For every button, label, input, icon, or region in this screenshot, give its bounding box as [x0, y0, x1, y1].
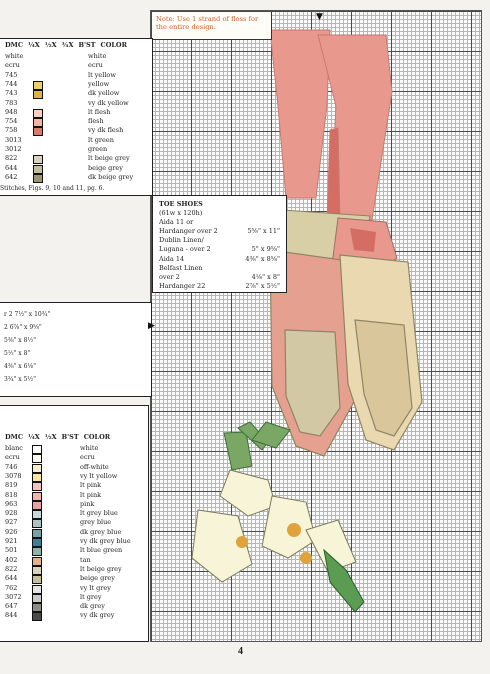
- bottom-legend-row: [0, 565, 148, 574]
- bottom-legend-row: [0, 537, 148, 546]
- bottom-legend-row: [0, 453, 148, 462]
- top-legend-color-name: lt beige grey: [88, 154, 130, 163]
- top-legend-dmc: 948: [5, 107, 18, 116]
- left-size-rows: [4, 310, 147, 388]
- top-legend-dmc: 3012: [5, 145, 22, 154]
- top-legend-row: [0, 61, 152, 70]
- bottom-legend-dmc: 501: [5, 546, 18, 555]
- bottom-legend-color-name: dk grey blue: [80, 527, 122, 536]
- bottom-legend-row: [0, 472, 148, 481]
- left-shoe-ribbon: [270, 30, 392, 222]
- bottom-legend-dmc: 927: [5, 518, 18, 527]
- bottom-legend-row: [0, 481, 148, 490]
- bottom-legend-row: [0, 602, 148, 611]
- bottom-legend-color-name: lt beige grey: [80, 564, 122, 573]
- bottom-legend-dmc: 3072: [5, 592, 22, 601]
- fabric-size: 2⅞" x 5½": [245, 281, 280, 290]
- top-legend-dmc: 754: [5, 117, 18, 126]
- bottom-legend-dmc: 647: [5, 602, 18, 611]
- top-legend-color-name: lt flesh: [88, 107, 111, 116]
- bottom-legend-color-name: tan: [80, 555, 91, 564]
- fabric-label: Belfast Linen: [159, 263, 203, 272]
- top-legend-rows: [0, 52, 152, 182]
- top-legend-row: [0, 136, 152, 145]
- bottom-legend-row: [0, 593, 148, 602]
- bottom-legend-dmc: 3078: [5, 471, 22, 480]
- page-number: 4: [238, 646, 243, 657]
- toe-size-row: [159, 264, 280, 273]
- left-size-row: 3¾" x 5½": [4, 376, 36, 383]
- left-size-row: 5⅜" x 8½": [4, 337, 36, 344]
- bottom-legend-dmc: blanc: [5, 444, 23, 453]
- fabric-label: Hardanger 22: [159, 281, 206, 290]
- bottom-legend-row: [0, 574, 148, 583]
- bottom-legend-color-name: beige grey: [80, 574, 115, 583]
- top-legend-dmc: 745: [5, 70, 18, 79]
- bottom-legend-dmc: 819: [5, 481, 18, 490]
- top-legend-dmc: 743: [5, 89, 18, 98]
- bottom-legend-row: [0, 444, 148, 453]
- top-legend-row: [0, 126, 152, 135]
- top-legend-color-name: yellow: [88, 79, 110, 88]
- bottom-legend-color-name: ecru: [80, 453, 95, 462]
- top-legend-dmc: white: [5, 52, 24, 61]
- bottom-legend-color-name: dk grey: [80, 602, 105, 611]
- top-legend-dmc: 744: [5, 79, 18, 88]
- bottom-legend-dmc: 926: [5, 527, 18, 536]
- bottom-legend-dmc: 921: [5, 537, 18, 546]
- bottom-legend-color-name: pink: [80, 499, 95, 508]
- bottom-legend-dmc: 644: [5, 574, 18, 583]
- stitch-reference: Stitches, Figs. 9, 10 and 11, pg. 6.: [0, 184, 105, 192]
- bottom-legend-dmc: 822: [5, 564, 18, 573]
- fabric-size: 4⅛" x 8": [251, 272, 280, 281]
- top-legend-color-name: vy dk flesh: [88, 126, 124, 135]
- top-legend-color-name: dk yellow: [88, 89, 120, 98]
- toe-shoes-size-panel: TOE SHOES (61w x 120h) Aida 11 or Hardanger over 2 5⅝" x 11" Dublin Linen/ Lugana - over 2 5" x 9⅝" Aida 14 4⅜" x 8⅝" Belfast Linen over 2 4⅛" x 8" Hardanger 22 2⅞" x 5½": [152, 195, 287, 293]
- floss-note: Note: Use 1 strand of floss for the entire design.: [152, 12, 272, 40]
- bottom-legend-color-name: vy dk grey: [80, 611, 115, 620]
- fabric-label: Aida 14: [159, 254, 185, 263]
- bottom-legend-row: [0, 463, 148, 472]
- top-legend-row: [0, 108, 152, 117]
- fabric-size: 5" x 9⅝": [251, 245, 280, 254]
- top-legend-row: [0, 164, 152, 173]
- bottom-legend-swatch: [32, 612, 42, 621]
- bottom-legend-dmc: 844: [5, 611, 18, 620]
- bottom-legend-color-name: grey blue: [80, 518, 112, 527]
- left-size-row: r 2 7½" x 10¾": [4, 311, 51, 318]
- bottom-legend-row: [0, 528, 148, 537]
- bottom-legend-row: [0, 509, 148, 518]
- fabric-label: over 2: [159, 272, 180, 281]
- bottom-legend-dmc: 402: [5, 555, 18, 564]
- toe-size-row: [159, 245, 280, 254]
- left-size-row: 4⅜" x 6⅛": [4, 363, 36, 370]
- top-legend-color-name: beige grey: [88, 163, 123, 172]
- top-legend-color-name: white: [88, 52, 107, 61]
- top-legend-dmc: ecru: [5, 61, 20, 70]
- fabric-size: 4⅜" x 8⅝": [245, 254, 280, 263]
- top-legend-color-name: green: [88, 145, 108, 154]
- bottom-legend-color-name: lt grey: [80, 592, 102, 601]
- top-legend-row: [0, 145, 152, 154]
- top-legend-color-name: lt yellow: [88, 70, 116, 79]
- bottom-legend-dmc: 762: [5, 583, 18, 592]
- bottom-legend-color-name: vy lt yellow: [80, 471, 118, 480]
- fabric-label: Dublin Linen/: [159, 236, 204, 245]
- lily-flowers: [192, 422, 364, 612]
- toe-size-row: [159, 218, 280, 227]
- fabric-label: Aida 11 or: [159, 218, 194, 227]
- bottom-legend-dmc: 746: [5, 462, 18, 471]
- bottom-legend-color-name: lt blue green: [80, 546, 123, 555]
- toe-size-rows: [159, 218, 280, 291]
- bottom-legend-color-name: white: [80, 444, 99, 453]
- bottom-legend-row: [0, 556, 148, 565]
- toe-size-row: [159, 273, 280, 282]
- satin-shoe-bodies: [270, 250, 422, 456]
- top-legend-dmc: 822: [5, 154, 18, 163]
- bottom-legend-color-name: lt pink: [80, 481, 102, 490]
- left-size-row: 2 6⅞" x 9⅝": [4, 324, 42, 331]
- top-legend-color-name: vy dk yellow: [88, 98, 129, 107]
- bottom-legend-row: [0, 491, 148, 500]
- bottom-legend-color-name: vy lt grey: [80, 583, 111, 592]
- top-legend-row: [0, 99, 152, 108]
- center-top-arrow-icon: ▼: [316, 12, 323, 22]
- top-legend-row: [0, 52, 152, 61]
- top-legend-color-name: flesh: [88, 117, 104, 126]
- toe-size-row: [159, 227, 280, 236]
- left-size-panel: [0, 302, 152, 397]
- bottom-legend-color-name: vy dk grey blue: [80, 537, 131, 546]
- toe-size-row: [159, 236, 280, 245]
- top-legend-dmc: 3013: [5, 135, 22, 144]
- bottom-legend-row: [0, 500, 148, 509]
- top-legend-dmc: 783: [5, 98, 18, 107]
- bottom-legend-row: [0, 546, 148, 555]
- bottom-legend-color-name: off-white: [80, 462, 109, 471]
- top-legend-color-name: dk beige grey: [88, 172, 134, 181]
- toe-shoes-cross-stitch: [150, 10, 480, 640]
- top-legend-dmc: 644: [5, 163, 18, 172]
- center-left-arrow-icon: ▶: [148, 321, 155, 331]
- bottom-color-legend: [0, 405, 149, 642]
- bottom-legend-dmc: 928: [5, 509, 18, 518]
- bottom-legend-dmc: 963: [5, 499, 18, 508]
- top-legend-dmc: 642: [5, 172, 18, 181]
- top-legend-row: [0, 89, 152, 98]
- top-color-legend: [0, 38, 153, 196]
- bottom-legend-dmc: 818: [5, 490, 18, 499]
- bottom-legend-color-name: lt grey blue: [80, 509, 118, 518]
- fabric-label: Hardanger over 2: [159, 227, 218, 236]
- fabric-label: Lugana - over 2: [159, 245, 211, 254]
- top-legend-color-name: ecru: [88, 61, 103, 70]
- top-legend-dmc: 758: [5, 126, 18, 135]
- toe-size-row: [159, 282, 280, 291]
- bottom-legend-row: [0, 584, 148, 593]
- top-legend-row: [0, 80, 152, 89]
- bottom-legend-color-name: lt pink: [80, 490, 102, 499]
- fabric-size: 5⅝" x 11": [247, 227, 280, 236]
- bottom-legend-row: [0, 518, 148, 527]
- bottom-legend-dmc: ecru: [5, 453, 20, 462]
- top-legend-color-name: lt green: [88, 135, 114, 144]
- top-legend-row: [0, 71, 152, 80]
- top-legend-row: [0, 173, 152, 182]
- top-legend-header: DMC ¼X ½X ¾X B'ST COLOR: [5, 41, 127, 49]
- top-legend-row: [0, 117, 152, 126]
- bottom-legend-row: [0, 611, 148, 620]
- toe-size-row: [159, 255, 280, 264]
- bottom-legend-header: DMC ¼X ½X B'ST COLOR: [5, 433, 111, 441]
- top-legend-swatch: [33, 174, 43, 183]
- left-size-row: 5½" x 8": [4, 350, 31, 357]
- bottom-legend-rows: [0, 444, 148, 621]
- top-legend-row: [0, 154, 152, 163]
